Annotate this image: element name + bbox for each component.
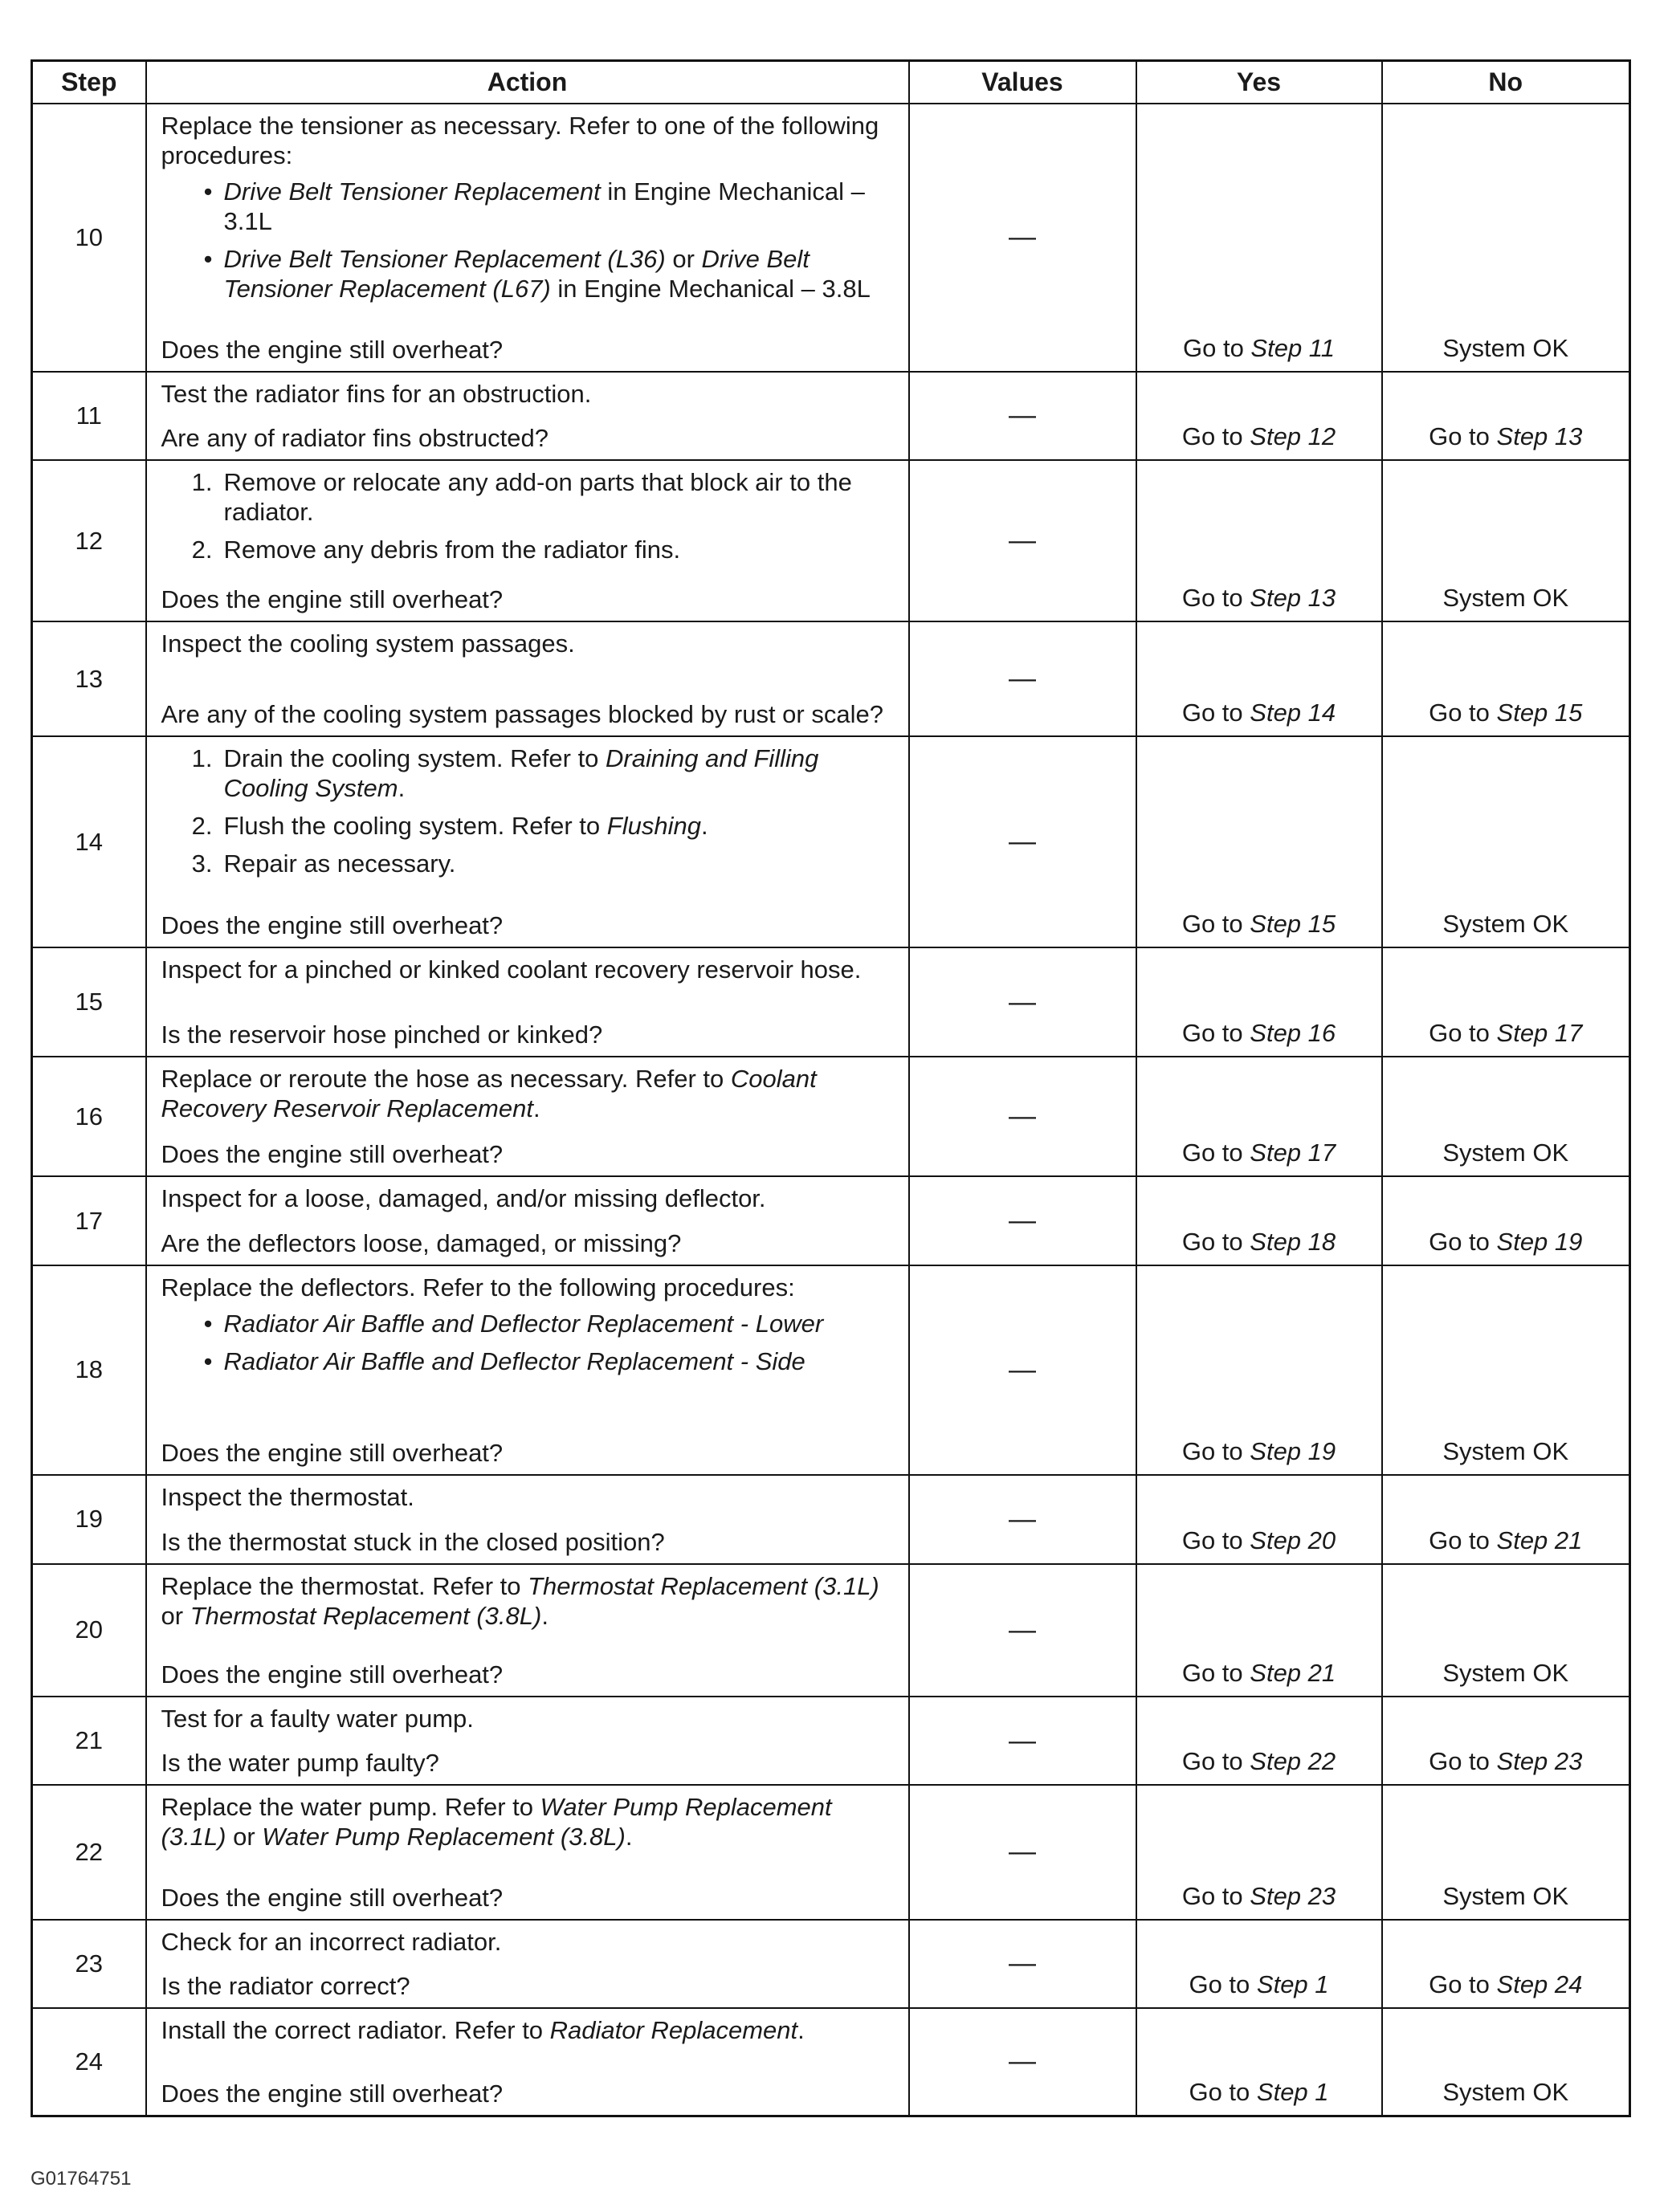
text-fragment: . [700,812,708,841]
action-cell [146,372,909,460]
no-step-link: Step 24 [1496,1970,1583,1998]
yes-outcome-text: Go to [1181,1227,1250,1256]
yes-outcome-text: Go to [1181,1526,1250,1554]
value-cell: — [909,372,1136,460]
value-cell: — [909,1265,1136,1476]
action-intro: Inspect the thermostat. [161,1483,414,1512]
action-intro: Replace the tensioner as necessary. Refer to one of the following procedures: [161,112,879,169]
procedure-reference: Coolant Recovery Reservoir Replacement [161,1064,817,1122]
action-instructions [161,1927,900,1963]
no-outcome-text: Go to [1429,699,1497,727]
list-item [161,535,900,564]
list-item [161,244,900,303]
action-cell [146,104,909,372]
yes-step-link: Step 15 [1250,910,1336,939]
list-item-text [224,849,900,878]
list-item-text [224,1346,900,1376]
yes-outcome [1136,1265,1382,1476]
no-outcome-text: System OK [1442,1437,1569,1466]
action-intro: Replace the deflectors. Refer to the following procedures: [161,1273,795,1302]
yes-outcome [1136,1176,1382,1265]
action-intro: Test the radiator fins for an obstruction. [161,379,592,408]
action-intro [161,1792,900,1851]
action-intro: Inspect for a pinched or kinked coolant recovery reservoir hose. [161,955,862,984]
text-fragment: or [161,1601,190,1630]
yes-step-link: Step 1 [1256,2078,1329,2106]
action-cell [146,1920,909,2008]
table-row [32,1057,1630,1176]
list-item [161,177,900,236]
column-header-action: Action [146,61,909,104]
action-cell [146,1057,909,1176]
action-cell [146,1564,909,1697]
text-fragment: Drain the cooling system. Refer to [223,744,606,773]
text-fragment: in Engine Mechanical – 3.8L [550,275,871,303]
step-number: 20 [32,1564,146,1697]
list-item-text [224,177,900,236]
yes-outcome [1136,1475,1382,1563]
action-instructions [161,2015,900,2051]
value-cell: — [909,1176,1136,1265]
yes-outcome-text: Go to [1181,1018,1250,1047]
action-instructions [161,467,900,572]
yes-step-link: Step 18 [1250,1227,1336,1256]
no-outcome [1382,736,1630,947]
diagnostic-question: Does the engine still overheat? [161,911,504,940]
yes-outcome-text: Go to [1181,584,1250,613]
yes-outcome [1136,2008,1382,2116]
diagnostic-question: Are any of radiator fins obstructed? [161,424,549,453]
table-row [32,460,1630,621]
yes-outcome-text: Go to [1181,910,1250,939]
diagnostic-question: Is the radiator correct? [161,1971,410,2000]
yes-outcome [1136,736,1382,947]
no-outcome [1382,1265,1630,1476]
yes-outcome [1136,1785,1382,1919]
step-number: 23 [32,1920,146,2008]
step-number: 10 [32,104,146,372]
action-cell [146,947,909,1057]
yes-step-link: Step 17 [1250,1139,1336,1167]
action-cell [146,1697,909,1785]
diagnostic-question: Are any of the cooling system passages blocked by rust or scale? [161,700,883,729]
no-outcome-text: System OK [1442,1139,1569,1167]
yes-step-link: Step 1 [1256,1970,1329,1998]
procedure-reference: Drive Belt Tensioner Replacement (L67) [223,245,810,303]
text-fragment: in Engine Mechanical – 3.1L [223,177,865,235]
no-outcome-text: System OK [1442,2078,1569,2106]
procedure-reference: Thermostat Replacement (3.1L) [528,1571,879,1600]
step-number: 22 [32,1785,146,1919]
yes-outcome [1136,460,1382,621]
step-number: 12 [32,460,146,621]
action-intro: Inspect the cooling system passages. [161,629,575,658]
no-outcome-text: System OK [1442,584,1569,613]
no-outcome [1382,1697,1630,1785]
yes-step-link: Step 12 [1250,422,1336,451]
bullet-icon: • [203,177,213,206]
column-header-values: Values [909,61,1136,104]
diagnostic-question: Is the thermostat stuck in the closed position? [161,1527,665,1556]
yes-step-link: Step 14 [1250,699,1336,727]
text-fragment: . [398,774,406,803]
table-row [32,1265,1630,1476]
text-fragment: Flush the cooling system. Refer to [223,812,607,841]
list-item [161,849,900,878]
yes-outcome-text: Go to [1189,1970,1257,1998]
procedure-reference: Radiator Air Baffle and Deflector Replacement - Lower [223,1309,824,1338]
numbered-list [161,467,900,564]
list-number: 2. [191,536,213,564]
yes-outcome-text: Go to [1181,1437,1250,1466]
table-row [32,736,1630,947]
procedure-reference: Drive Belt Tensioner Replacement (L36) [223,245,666,273]
no-outcome-text: Go to [1429,1747,1497,1776]
action-instructions [161,1064,900,1130]
yes-outcome-text: Go to [1181,1747,1250,1776]
no-outcome [1382,460,1630,621]
yes-outcome [1136,947,1382,1057]
no-outcome-text: System OK [1442,1881,1569,1910]
diagnostic-question: Is the reservoir hose pinched or kinked? [161,1020,603,1049]
action-instructions [161,743,900,886]
yes-step-link: Step 16 [1250,1018,1336,1047]
yes-step-link: Step 23 [1250,1881,1336,1910]
list-number: 1. [191,468,213,497]
action-cell [146,621,909,736]
list-item [161,811,900,841]
list-item [161,1346,900,1376]
step-number: 19 [32,1475,146,1563]
text-fragment: Replace the thermostat. Refer to [161,1571,528,1600]
no-outcome [1382,947,1630,1057]
step-number: 24 [32,2008,146,2116]
bullet-list [161,1309,900,1376]
action-instructions [161,1792,900,1858]
step-number: 13 [32,621,146,736]
no-outcome-text: System OK [1442,910,1569,939]
table-row [32,1475,1630,1563]
yes-step-link: Step 19 [1250,1437,1336,1466]
yes-outcome [1136,621,1382,736]
table-row [32,104,1630,372]
bullet-icon: • [203,1346,213,1375]
step-number: 17 [32,1176,146,1265]
list-item-text [224,467,900,527]
yes-step-link: Step 13 [1250,584,1336,613]
no-step-link: Step 21 [1496,1526,1583,1554]
action-cell [146,736,909,947]
diagnostic-question: Does the engine still overheat? [161,585,504,614]
table-row [32,1176,1630,1265]
no-outcome [1382,1475,1630,1563]
yes-step-link: Step 21 [1250,1658,1336,1687]
value-cell: — [909,736,1136,947]
text-fragment: Remove any debris from the radiator fins. [223,536,681,564]
value-cell: — [909,104,1136,372]
yes-outcome-text: Go to [1181,1139,1250,1167]
list-number: 1. [191,744,213,773]
table-row [32,1697,1630,1785]
list-item-text [224,743,900,803]
procedure-reference: Radiator Air Baffle and Deflector Replacement - Side [223,1346,805,1375]
step-number: 15 [32,947,146,1057]
no-outcome-text: System OK [1442,1658,1569,1687]
list-item [161,743,900,803]
yes-outcome-text: Go to [1181,699,1250,727]
no-outcome-text: Go to [1429,1526,1497,1554]
value-cell: — [909,1057,1136,1176]
text-fragment: or [226,1823,263,1851]
yes-step-link: Step 20 [1250,1526,1336,1554]
diagnostic-table [31,59,1631,2117]
value-cell: — [909,460,1136,621]
action-instructions [161,955,900,991]
yes-step-link: Step 22 [1250,1747,1336,1776]
list-item-text [224,811,900,841]
action-cell [146,1265,909,1476]
yes-outcome-text: Go to [1182,333,1251,362]
table-row [32,1564,1630,1697]
diagnostic-question: Is the water pump faulty? [161,1749,439,1778]
no-outcome-text: Go to [1429,1970,1497,1998]
table-row [32,2008,1630,2116]
list-item-text [224,244,900,303]
list-item [161,467,900,527]
action-intro [161,2015,900,2045]
no-outcome-text: System OK [1442,333,1569,362]
value-cell: — [909,2008,1136,2116]
step-number: 14 [32,736,146,947]
procedure-reference: Flushing [606,812,701,841]
bullet-icon: • [203,1309,213,1338]
no-outcome [1382,1176,1630,1265]
action-instructions [161,111,900,312]
procedure-reference: Radiator Replacement [549,2015,798,2044]
no-step-link: Step 13 [1496,422,1583,451]
value-cell: — [909,1785,1136,1919]
no-outcome [1382,1785,1630,1919]
action-intro: Check for an incorrect radiator. [161,1927,502,1956]
list-item [161,1309,900,1338]
text-fragment: . [532,1094,540,1122]
action-instructions [161,629,900,665]
yes-outcome [1136,104,1382,372]
no-outcome [1382,1057,1630,1176]
action-instructions [161,1482,900,1518]
text-fragment: or [665,245,702,273]
action-cell [146,460,909,621]
text-fragment: . [797,2015,805,2044]
step-number: 21 [32,1697,146,1785]
text-fragment: Replace or reroute the hose as necessary. Refer to [161,1064,731,1093]
procedure-reference: Water Pump Replacement (3.1L) [161,1793,832,1851]
text-fragment: . [541,1601,549,1630]
procedure-reference: Drive Belt Tensioner Replacement [223,177,601,206]
table-row [32,621,1630,736]
bullet-icon: • [203,245,213,273]
no-outcome [1382,1564,1630,1697]
action-instructions [161,1571,900,1637]
diagnostic-question: Does the engine still overheat? [161,1140,504,1169]
diagnostic-question: Does the engine still overheat? [161,2080,504,2108]
diagnostic-question: Are the deflectors loose, damaged, or missing? [161,1228,682,1257]
table-row [32,947,1630,1057]
yes-outcome [1136,1564,1382,1697]
numbered-list [161,743,900,878]
table-body [32,104,1630,2116]
procedure-reference: Water Pump Replacement (3.8L) [262,1823,626,1851]
text-fragment: Replace the water pump. Refer to [161,1793,540,1822]
yes-outcome [1136,372,1382,460]
procedure-reference: Thermostat Replacement (3.8L) [190,1601,542,1630]
list-number: 2. [191,812,213,841]
no-outcome [1382,104,1630,372]
column-header-step: Step [32,61,146,104]
action-cell [146,1785,909,1919]
table-row [32,1785,1630,1919]
yes-outcome-text: Go to [1181,422,1250,451]
action-intro: Test for a faulty water pump. [161,1704,474,1733]
list-item-text [224,535,900,564]
yes-outcome-text: Go to [1181,1658,1250,1687]
column-header-yes: Yes [1136,61,1382,104]
text-fragment: Remove or relocate any add-on parts that block air to the radiator. [223,468,852,527]
yes-outcome [1136,1057,1382,1176]
bullet-list [161,177,900,303]
yes-outcome [1136,1697,1382,1785]
procedure-reference: Draining and Filling Cooling System [223,744,819,803]
text-fragment: . [625,1823,633,1851]
action-instructions [161,1704,900,1740]
no-outcome [1382,2008,1630,2116]
diagnostic-question: Does the engine still overheat? [161,335,504,364]
yes-outcome [1136,1920,1382,2008]
action-instructions [161,1273,900,1384]
yes-step-link: Step 11 [1250,333,1335,362]
list-item-text [224,1309,900,1338]
value-cell: — [909,621,1136,736]
no-step-link: Step 15 [1496,699,1583,727]
no-outcome-text: Go to [1429,422,1497,451]
action-cell [146,1176,909,1265]
action-intro [161,1571,900,1631]
value-cell: — [909,1920,1136,2008]
figure-id: G01764751 [31,2168,132,2190]
action-cell [146,2008,909,2116]
table-row [32,372,1630,460]
diagnostic-question: Does the engine still overheat? [161,1439,504,1468]
step-number: 18 [32,1265,146,1476]
no-outcome-text: Go to [1429,1018,1497,1047]
action-instructions [161,1183,900,1220]
value-cell: — [909,1475,1136,1563]
text-fragment: Repair as necessary. [223,849,456,878]
action-intro: Inspect for a loose, damaged, and/or missing deflector. [161,1184,766,1213]
step-number: 11 [32,372,146,460]
no-outcome-text: Go to [1429,1227,1497,1256]
no-step-link: Step 19 [1496,1227,1583,1256]
diagnostic-question: Does the engine still overheat? [161,1883,504,1912]
yes-outcome-text: Go to [1189,2078,1257,2106]
no-step-link: Step 17 [1496,1018,1583,1047]
no-outcome [1382,372,1630,460]
step-number: 16 [32,1057,146,1176]
no-outcome [1382,621,1630,736]
diagnostic-question: Does the engine still overheat? [161,1660,504,1689]
value-cell: — [909,1564,1136,1697]
text-fragment: Install the correct radiator. Refer to [161,2015,550,2044]
list-number: 3. [191,849,213,878]
action-intro [161,1064,900,1123]
header-row [32,61,1630,104]
no-step-link: Step 23 [1496,1747,1583,1776]
yes-outcome-text: Go to [1181,1881,1250,1910]
value-cell: — [909,1697,1136,1785]
no-outcome [1382,1920,1630,2008]
action-cell [146,1475,909,1563]
column-header-no: No [1382,61,1630,104]
value-cell: — [909,947,1136,1057]
action-instructions [161,379,900,415]
table-row [32,1920,1630,2008]
